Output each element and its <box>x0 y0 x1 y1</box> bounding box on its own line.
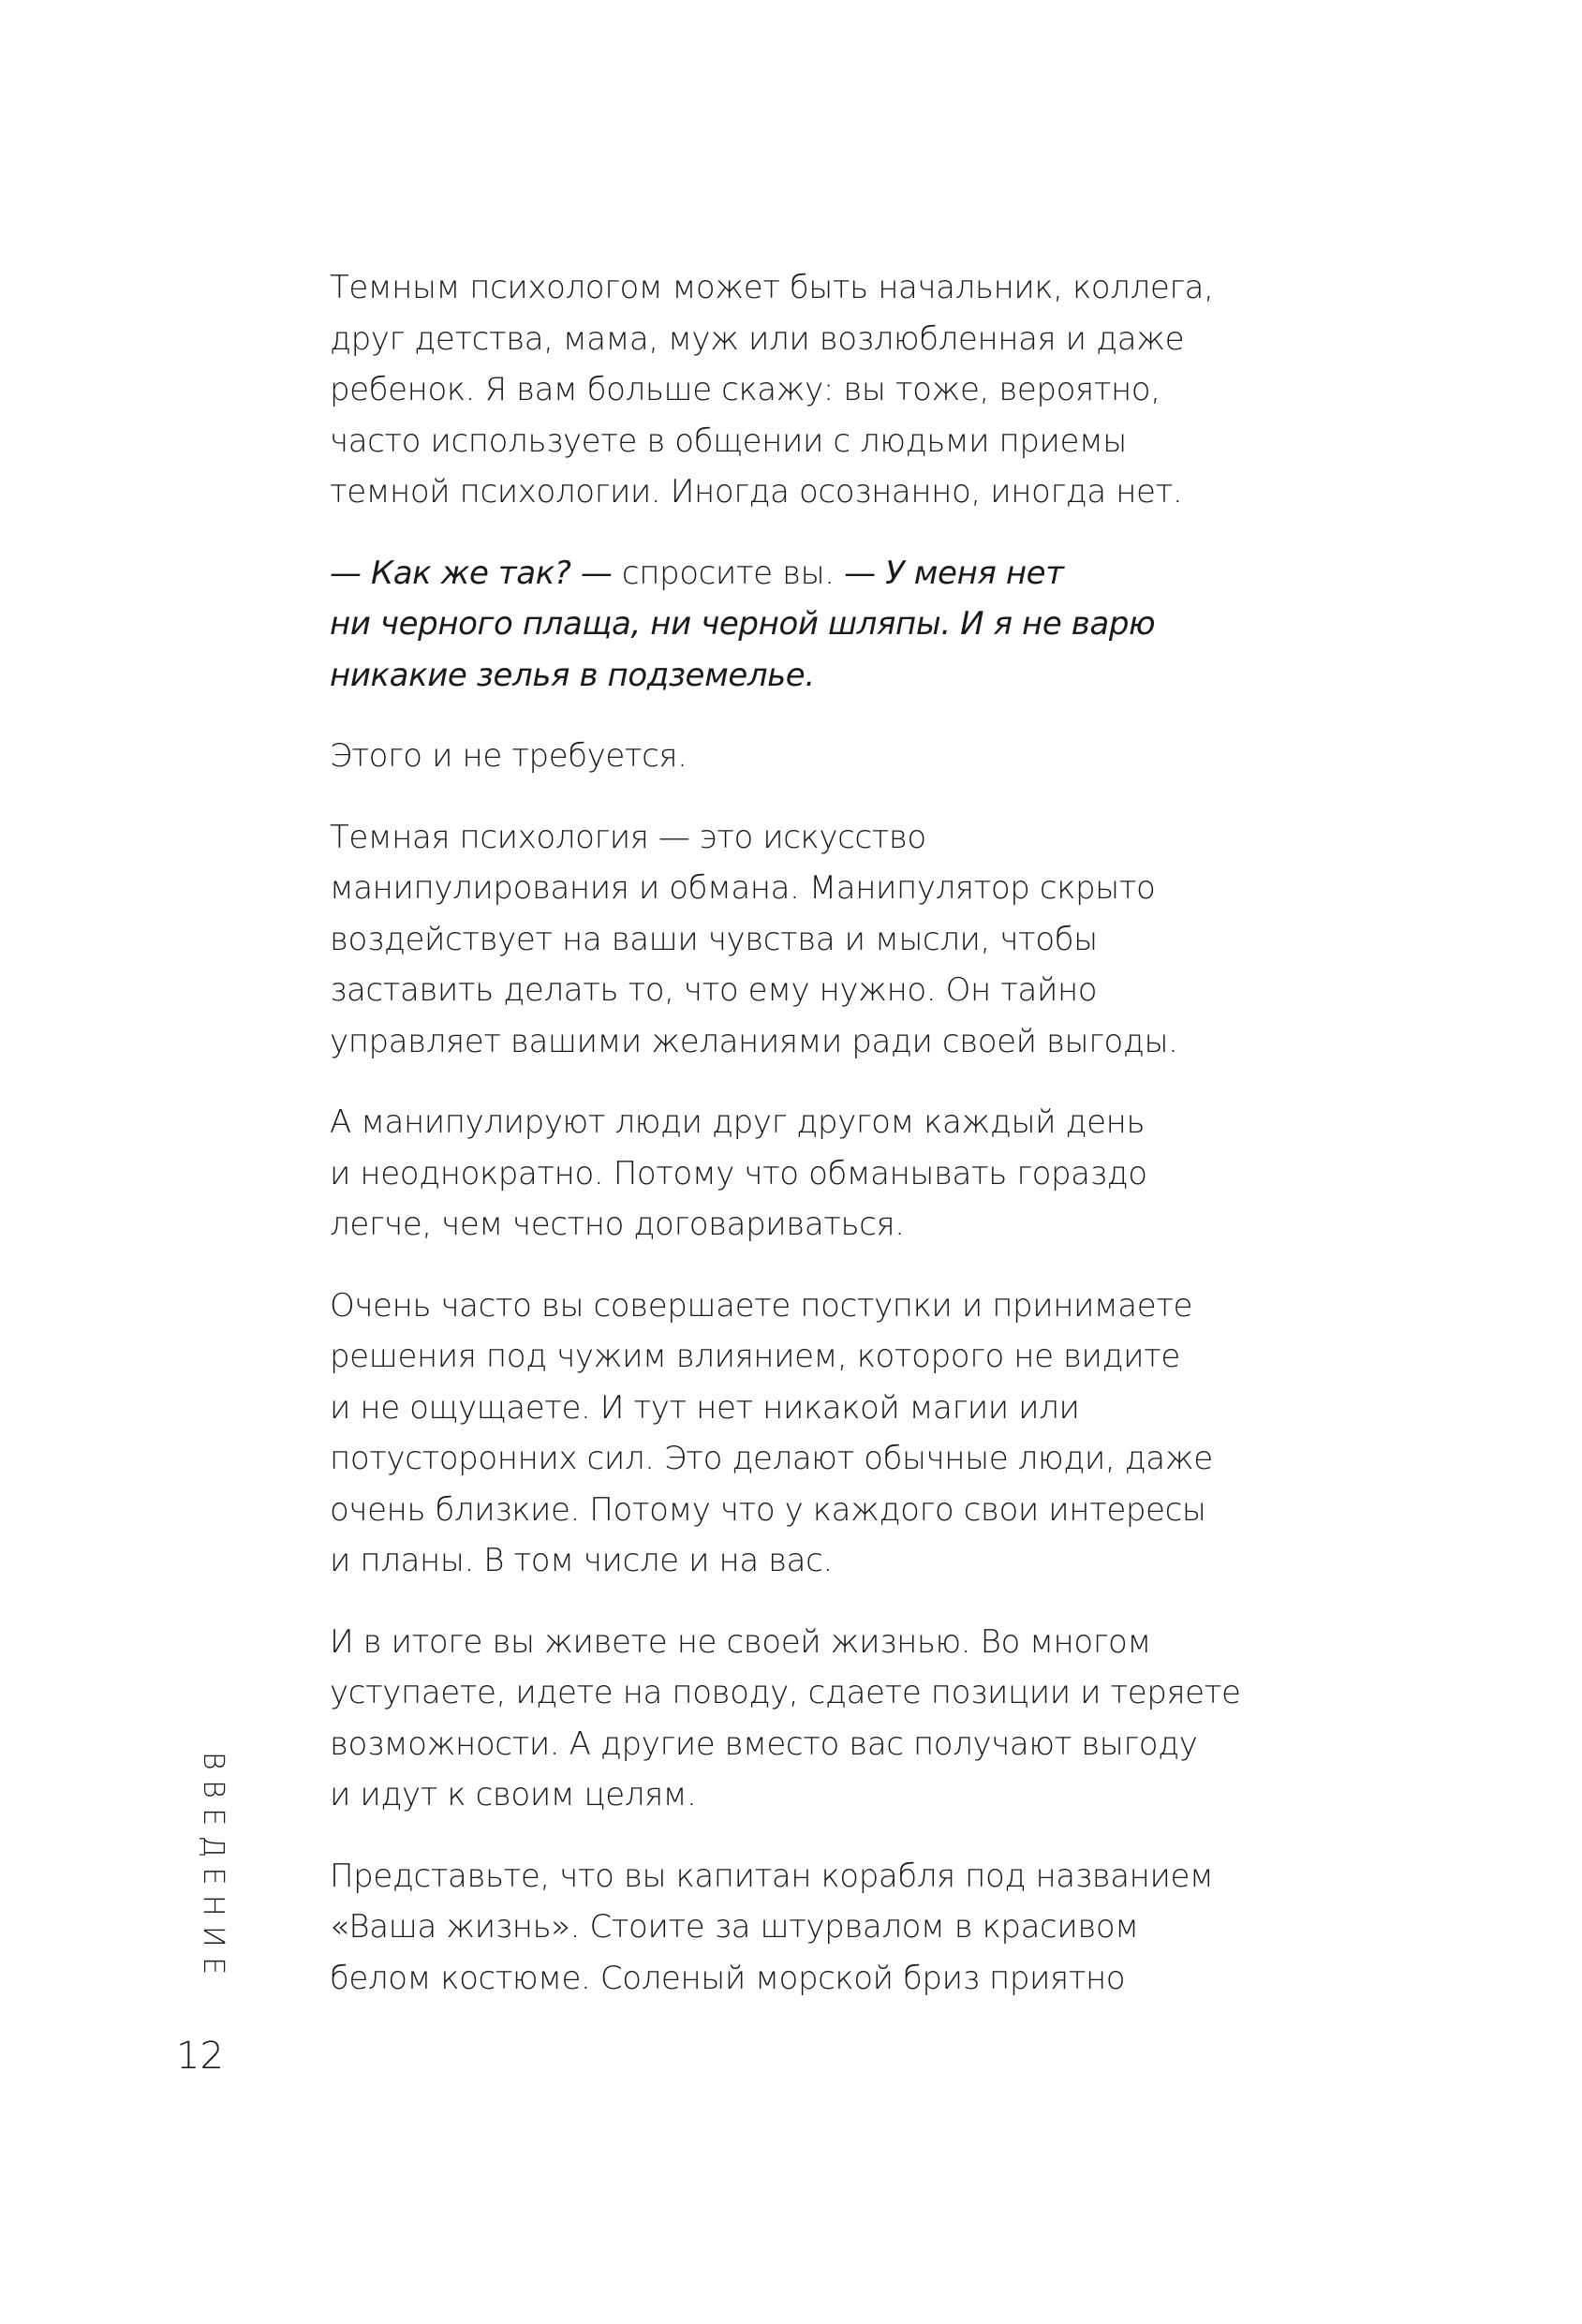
text-line: решения под чужим влиянием, которого не видите <box>330 1338 1180 1375</box>
text-line: управляет вашими желаниями ради своей выгоды. <box>330 1022 1178 1060</box>
dialogue-attribution: спросите вы. <box>612 554 845 592</box>
dialogue-quote: — У меня нет <box>844 554 1064 592</box>
text-line: уступаете, идете на поводу, сдаете позиции и теряете <box>330 1674 1241 1711</box>
text-line: манипулирования и обмана. Манипулятор скрыто <box>330 869 1156 907</box>
text-line: воздействует на ваши чувства и мысли, чтобы <box>330 920 1098 958</box>
paragraph-5 <box>330 1097 1369 1251</box>
text-line: И в итоге вы живете не своей жизнью. Во многом <box>330 1622 1151 1661</box>
paragraph-7 <box>330 1617 1369 1821</box>
text-line: Темным психологом может быть начальник, коллега, <box>330 269 1214 306</box>
text-line: потусторонних сил. Это делают обычные люди, даже <box>330 1440 1213 1477</box>
dialogue-quote: — Как же так? — <box>330 554 613 592</box>
text-line: легче, чем честно договариваться. <box>330 1206 905 1243</box>
text-line: и идут к своим целям. <box>330 1776 697 1813</box>
body-text <box>330 262 1369 2034</box>
text-line: белом костюме. Соленый морской бриз приятно <box>330 1959 1126 1997</box>
text-line: очень близкие. Потому что у каждого свои интересы <box>330 1490 1206 1529</box>
text-line: часто используете в общении с людьми приемы <box>330 422 1127 460</box>
paragraph-1 <box>330 262 1369 518</box>
text-line: А манипулируют люди друг другом каждый день <box>330 1103 1146 1141</box>
text-line: и неоднократно. Потому что обманывать гораздо <box>330 1154 1147 1192</box>
text-line: Этого и не требуется. <box>330 737 688 775</box>
text-line: друг детства, мама, муж или возлюбленная и даже <box>330 319 1185 358</box>
text-line: ребенок. Я вам больше скажу: вы тоже, вероятно, <box>330 371 1161 408</box>
text-line: заставить делать то, что ему нужно. Он тайно <box>330 971 1098 1009</box>
text-line: возможности. А другие вместо вас получают выгоду <box>330 1724 1198 1763</box>
paragraph-3 <box>330 731 1369 782</box>
text-line: и не ощущаете. И тут нет никакой магии или <box>330 1388 1080 1427</box>
dialogue-line: никакие зелья в подземелье. <box>330 656 815 694</box>
text-line: темной психологии. Иногда осознанно, иногда нет. <box>330 473 1183 511</box>
page-number: 12 <box>176 2035 224 2078</box>
text-line: Представьте, что вы капитан корабля под названием <box>330 1857 1214 1895</box>
dialogue-line <box>330 548 1369 600</box>
paragraph-dialogue <box>330 548 1369 702</box>
text-line: «Ваша жизнь». Стоите за штурвалом в красивом <box>330 1908 1139 1946</box>
text-line: и планы. В том числе и на вас. <box>330 1542 833 1579</box>
paragraph-4 <box>330 812 1369 1068</box>
text-line: Очень часто вы совершаете поступки и принимаете <box>330 1286 1193 1325</box>
dialogue-line: ни черного плаща, ни черной шляпы. И я не варю <box>330 605 1156 643</box>
section-running-head: ВВЕДЕНИЕ <box>197 1752 229 1985</box>
paragraph-6 <box>330 1280 1369 1587</box>
text-line: Темная психология — это искусство <box>330 818 926 856</box>
paragraph-8 <box>330 1851 1369 2005</box>
